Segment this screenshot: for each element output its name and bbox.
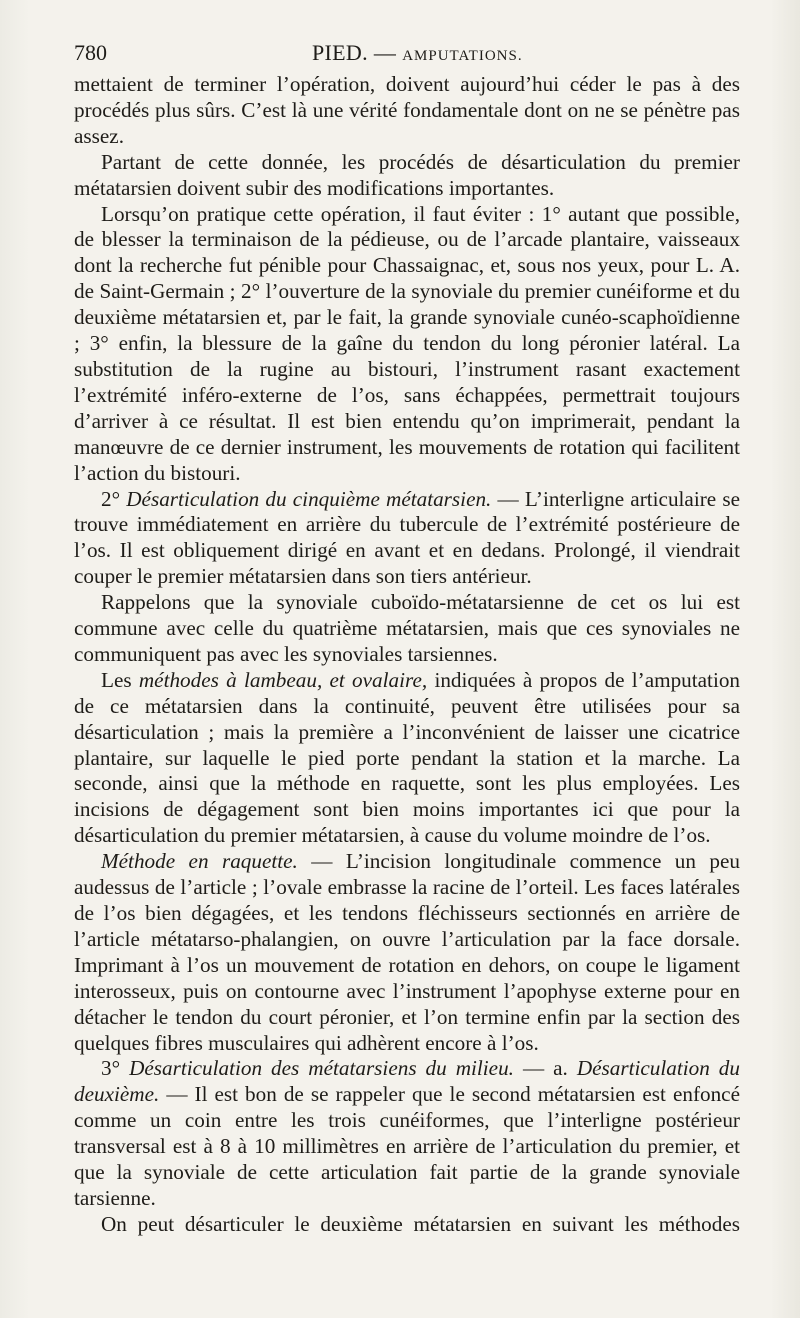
method-paragraph bbox=[74, 849, 740, 1056]
paragraph-continued bbox=[74, 72, 740, 150]
page-header bbox=[74, 38, 740, 68]
running-head bbox=[312, 38, 523, 71]
running-head-title: PIED. bbox=[312, 40, 368, 65]
section-number: 3° bbox=[101, 1056, 130, 1081]
method-heading: Méthode en raquette. bbox=[101, 849, 298, 874]
paragraph bbox=[74, 202, 740, 487]
paragraph-text: mettaient de terminer l’opération, doivent aujourd’hui céder le pas à des procédés plus sûrs. C’est là une vérité fondamentale dont on ne se pénètre pas assez. bbox=[74, 72, 740, 148]
paragraph-text: On peut désarticuler le deuxième métatarsien en suivant les méthodes bbox=[101, 1211, 740, 1236]
section-paragraph bbox=[74, 487, 740, 591]
section-number: 2° bbox=[101, 486, 127, 511]
paragraph-final bbox=[74, 1212, 740, 1238]
paragraph-text: — L’incision longitudinale commence un peu audessus de l’article ; l’ovale embrasse la racine de l’orteil. Les faces latérales de l’os bien dégagées, et les tendons fléchisseurs sectionnés en arrière de l’article métatarso-phalangien, on ouvre l’articulation par la face dorsale. Imprimant à l’os un mouvement de rotation en dehors, on coupe le ligament interosseux, puis on contourne avec l’instrument l’apophyse externe pour en détacher le tendon du court péronier, et l’on termine enfin par la section des quelques fibres musculaires qui adhèrent encore à l’os. bbox=[74, 849, 740, 1055]
paragraph-text: indiquées à propos de l’amputation de ce métatarsien dans la continuité, peuvent être utilisées pour sa désarticulation ; mais la première a l’inconvénient de laisser une cicatrice plantaire, sur laquelle le pied porte pendant la station et la marche. La seconde, ainsi que la méthode en raquette, sont les plus employées. Les incisions de dégagement sont bien moins importantes ici que pour la désarticulation du premier métatarsien, à cause du volume moindre de l’os. bbox=[74, 667, 741, 848]
paragraph bbox=[74, 150, 740, 202]
italic-phrase: méthodes à lambeau, et ovalaire, bbox=[138, 667, 428, 692]
page-number: 780 bbox=[74, 40, 107, 65]
paragraph-text: — Il est bon de se rappeler que le second métatarsien est enfoncé comme un coin entre les trois cunéiformes, que l’interligne postérieur transversal est à 8 à 10 millimètres en arrière de l’articulation du premier, et que la synoviale de cette articulation fait partie de la grande synoviale tarsienne. bbox=[74, 1082, 740, 1210]
paragraph bbox=[74, 668, 740, 849]
paragraph-text: Rappelons que la synoviale cuboïdo-métatarsienne de cet os lui est commune avec celle du quatrième métatarsien, mais que ces synoviales ne communiquent pas avec les synoviales tarsiennes. bbox=[74, 590, 740, 666]
running-head-subtitle: AMPUTATIONS. bbox=[402, 48, 523, 64]
section-paragraph bbox=[74, 1056, 740, 1211]
subsection-marker: — a. bbox=[513, 1056, 577, 1081]
section-heading: Désarticulation des métatarsiens du milieu. bbox=[129, 1056, 514, 1081]
paragraph bbox=[74, 590, 740, 668]
section-heading: Désarticulation du cinquième métatarsien. bbox=[126, 486, 492, 511]
subsection-heading: Désarticulation du deuxième. bbox=[74, 1056, 740, 1107]
paragraph-lead: Les bbox=[101, 667, 139, 692]
paragraph-text: Partant de cette donnée, les procédés de désarticulation du premier métatarsien doivent subir des modifications importantes. bbox=[74, 149, 740, 200]
running-head-dash: — bbox=[373, 40, 397, 65]
paragraph-text: Lorsqu’on pratique cette opération, il faut éviter : 1° autant que possible, de blesser la terminaison de la pédieuse, ou de l’arcade plantaire, vaisseaux dont la recherche fut pénible pour Chassaignac, et, sous nos yeux, pour L. A. de Saint-Germain ; 2° l’ouverture de la synoviale du premier cunéiforme et du deuxième métatarsien et, par le fait, la grande synoviale cunéo-scaphoïdienne ; 3° enfin, la blessure de la gaîne du tendon du long péronier latéral. La substitution de la rugine au bistouri, l’instrument rasant exactement l’extrémité inféro-externe de l’os, sans échappées, permettrait toujours d’arriver à ce résultat. Il est bien entendu qu’on imprimerait, pendant la manœuvre de ce dernier instrument, les mouvements de rotation qui facilitent l’action du bistouri. bbox=[74, 201, 740, 485]
paragraph-text: — L’interligne articulaire se trouve immédiatement en arrière du tubercule de l’extrémité postérieure de l’os. Il est obliquement dirigé en avant et en dedans. Prolongé, il viendrait couper le premier métatarsien dans son tiers antérieur. bbox=[74, 486, 740, 589]
body-text bbox=[74, 72, 740, 1238]
